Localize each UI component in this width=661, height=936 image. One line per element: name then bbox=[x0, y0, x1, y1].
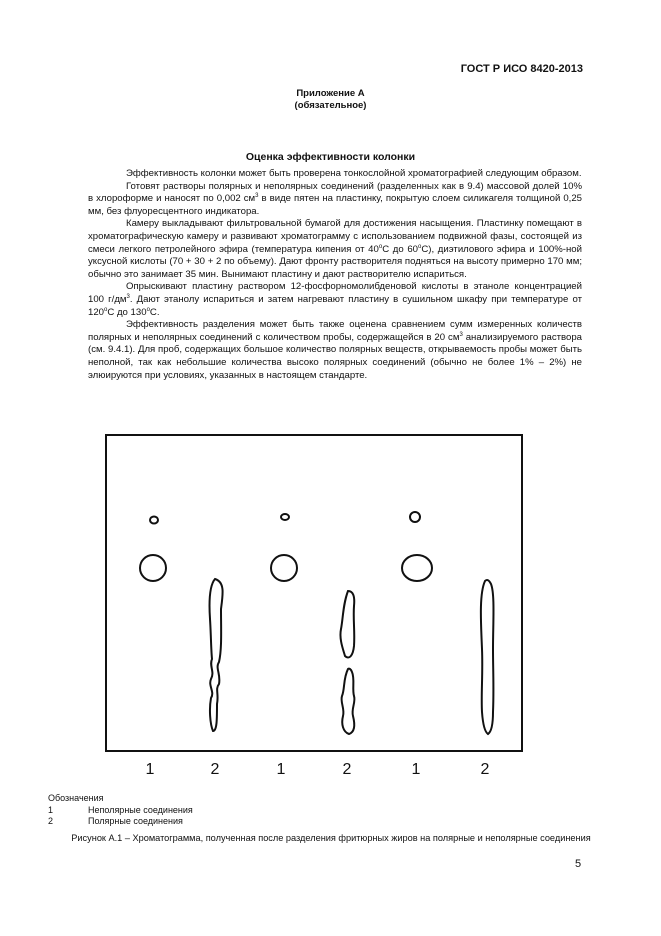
lane-labels bbox=[105, 761, 523, 781]
spot-small bbox=[281, 514, 289, 520]
legend-heading: Обозначения bbox=[48, 793, 104, 803]
lane-label: 1 bbox=[411, 761, 421, 778]
figure-caption: Рисунок А.1 – Хроматограмма, полученная после разделения фритюрных жиров на полярные и неполярные соединения bbox=[71, 833, 591, 843]
page-number: 5 bbox=[575, 858, 582, 870]
body-text bbox=[88, 168, 582, 382]
standard-designation: ГОСТ Р ИСО 8420-2013 bbox=[460, 63, 583, 75]
spot-nonpolar bbox=[271, 555, 297, 581]
lane-label: 2 bbox=[480, 761, 490, 778]
section-title: Оценка эффективности колонки bbox=[245, 151, 416, 163]
streak-polar bbox=[481, 580, 494, 734]
streak-polar bbox=[210, 579, 223, 731]
spot-nonpolar bbox=[140, 555, 166, 581]
legend bbox=[48, 793, 193, 828]
spot-small bbox=[150, 517, 158, 524]
paragraph-2: Готовят растворы полярных и неполярных соединений (разделенных как в 9.4) массовой долей 10% в хлороформе и наносят по 0,002 $см^3$ в виде пятен на пластинку, покрытую слоем силикагеля толщиной 0,25 мм, без флуоресцентного индикатора. bbox=[88, 180, 582, 217]
appendix-title: Приложение А bbox=[296, 88, 365, 99]
chromatogram-figure bbox=[105, 434, 523, 752]
plate-border bbox=[106, 435, 522, 751]
legend-item: 1 Неполярные соединения bbox=[48, 804, 193, 815]
appendix-heading bbox=[0, 88, 661, 112]
paragraph-4: Опрыскивают пластину раствором 12-фосфорномолибденовой кислоты в этаноле концентрацией 100 $г/дм^3$. Дают этанолу испариться и затем нагревают пластину в сушильном шкафу при температуре от $120^оС$ до $130^оС$. bbox=[88, 281, 582, 318]
paragraph-5: Эффективность разделения может быть также оценена сравнением сумм измеренных количеств полярных и неполярных соединений с количеством пробы, содержащейся в 20 $см^3$ анализируемого раствора (см. 9.4.1). Для проб, содержащих большое количество полярных веществ, открываемость пробы может быть неполной, так как небольшие количества высоко полярных соединений (обычно не более 1% – 2%) не элюируются при условиях, указанных в настоящем стандарте. bbox=[88, 319, 583, 381]
spot-nonpolar bbox=[402, 555, 432, 581]
paragraph-1: Эффективность колонки может быть проверена тонкослойной хроматографией следующим образом. bbox=[126, 168, 582, 179]
lane-label: 1 bbox=[145, 761, 155, 778]
legend-item: 2 Полярные соединения bbox=[48, 816, 183, 826]
lane-label: 1 bbox=[276, 761, 286, 778]
appendix-subtitle: (обязательное) bbox=[294, 100, 367, 111]
streak-polar-lower bbox=[342, 669, 355, 734]
lane-label: 2 bbox=[210, 761, 220, 778]
streak-polar-upper bbox=[340, 591, 354, 658]
lane-label: 2 bbox=[342, 761, 352, 778]
paragraph-3: Камеру выкладывают фильтровальной бумагой для достижения насыщения. Пластинку помещают в хроматографическую камеру и развивают хроматограмму с использованием подвижной фазы, состоящей из смеси легкого петролейного эфира (температура кипения от $40^оС$ до $60^оС$), диэтилового эфира и 100%-ной уксусной кислоты (70 + 30 + 2 по объему). Дают фронту растворителя подняться на высоту примерно 170 мм; обычно это занимает 35 мин. Вынимают пластину и дают растворителю испариться. bbox=[88, 218, 582, 280]
spot-small bbox=[410, 512, 420, 522]
